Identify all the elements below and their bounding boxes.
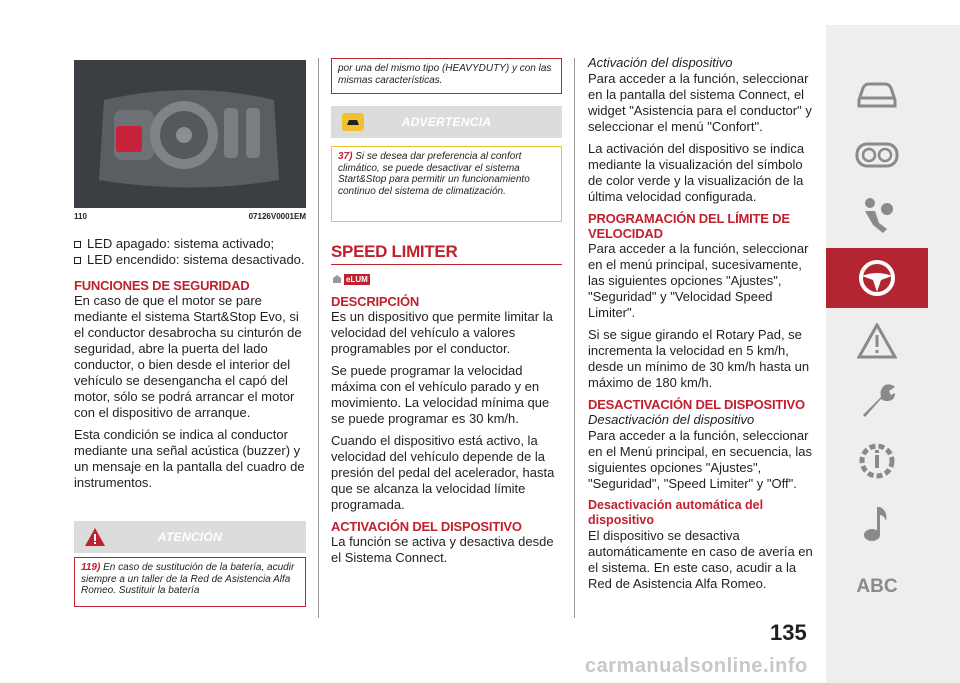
paragraph: Para acceder a la función, seleccionar en el menú principal, sucesivamente, las siguientes opciones "Ajustes", "Seguridad" y "Velocidad Speed Limiter". xyxy=(588,241,809,320)
section-heading: FUNCIONES DE SEGURIDAD xyxy=(74,278,250,293)
gear-info-icon[interactable] xyxy=(826,432,928,490)
abc-icon[interactable]: ABC xyxy=(856,576,898,597)
music-icon[interactable] xyxy=(826,494,928,552)
warning-text: 37) Si se desea dar preferencia al confort climático, se puede desactivar el sistema Start&Stop para permitir un funcionamiento continuo del sistema de climatización. xyxy=(338,151,530,197)
paragraph: Esta condición se indica al conductor mediante una señal acústica (buzzer) y un mensaje en la pantalla del cuadro de instrumentos. xyxy=(74,427,305,490)
section-heading: ACTIVACIÓN DEL DISPOSITIVO xyxy=(331,519,522,534)
paragraph: Para acceder a la función, seleccionar en el Menú principal, en secuencia, las siguientes opciones "Ajustes", "Seguridad", "Speed Limiter" y "Off". xyxy=(588,428,813,491)
column-1 xyxy=(74,236,306,497)
airbag-icon[interactable] xyxy=(826,186,928,244)
figure-caption xyxy=(74,212,306,221)
car-warning-icon xyxy=(341,112,365,132)
gauges-icon[interactable] xyxy=(826,126,928,184)
figure-code: 07126V0001EM xyxy=(248,212,306,221)
paragraph: Es un dispositivo que permite limitar la velocidad del vehículo a valores programables por el conductor. xyxy=(331,309,553,356)
list-item: LED encendido: sistema desactivado. xyxy=(74,252,306,268)
section-heading: DESCRIPCIÓN xyxy=(331,294,420,309)
wrench-icon[interactable] xyxy=(826,372,928,430)
attention-header: ATENCIÓN xyxy=(74,521,306,553)
section-heading: PROGRAMACIÓN DEL LÍMITE DE VELOCIDAD xyxy=(588,211,790,241)
paragraph: Si se sigue girando el Rotary Pad, se incrementa la velocidad en 5 km/h, desde un mínimo de 30 km/h hasta un máximo de 180 km/h. xyxy=(588,327,810,390)
attention-box xyxy=(74,557,306,607)
figure-image xyxy=(74,60,306,208)
paragraph: El dispositivo se desactiva automáticamente en caso de avería en el sistema. En este caso, acudir a la Red de Asistencia Alfa Romeo. xyxy=(588,528,813,591)
list-item: LED apagado: sistema activado; xyxy=(74,236,306,252)
danger-icon xyxy=(84,527,106,547)
paragraph: La función se activa y desactiva desde el Sistema Connect. xyxy=(331,534,554,565)
attention-continuation-text: por una del mismo tipo (HEAVYDUTY) y con las mismas características. xyxy=(338,63,552,86)
italic-subheading: Desactivación del dispositivo xyxy=(588,412,755,427)
column-divider xyxy=(318,58,319,618)
column-2 xyxy=(331,242,562,572)
warning-icon[interactable] xyxy=(826,312,928,370)
light-switch-panel-illustration xyxy=(74,60,306,208)
column-divider xyxy=(574,58,575,618)
warning-box xyxy=(331,146,562,222)
paragraph: En caso de que el motor se pare mediante el sistema Start&Stop Evo, si el conductor desabrocha su cinturón de seguridad, abre la puerta del lado conductor, o bien desde el interior del vehículo se desengancha el capó del motor, sólo se podrá arrancar el motor con el dispositivo de arranque. xyxy=(74,293,302,420)
steering-wheel-icon[interactable] xyxy=(826,248,928,308)
car-icon[interactable] xyxy=(826,66,928,124)
paragraph: Para acceder a la función, seleccionar en la pantalla del sistema Connect, el widget "Asistencia para el conductor" y seleccionar el menú "Confort". xyxy=(588,71,812,134)
italic-subheading: Activación del dispositivo xyxy=(588,55,733,70)
attention-continuation-box xyxy=(331,58,562,94)
column-3 xyxy=(588,55,816,598)
warning-header: ADVERTENCIA xyxy=(331,106,562,138)
attention-text: 119) En caso de sustitución de la batería, acudir siempre a un taller de la Red de Asistencia Alfa Romeo. Sustituir la batería xyxy=(81,562,295,596)
paragraph: La activación del dispositivo se indica mediante la visualización del símbolo de color verde y la visualización de la última velocidad configurada. xyxy=(588,141,805,204)
page-number: 135 xyxy=(770,620,807,645)
sub-heading: Desactivación automática del dispositivo xyxy=(588,498,764,527)
figure-number: 110 xyxy=(74,212,87,221)
watermark: carmanualsonline.info xyxy=(585,655,808,677)
hand-icon xyxy=(331,273,343,285)
section-heading: DESACTIVACIÓN DEL DISPOSITIVO xyxy=(588,397,805,412)
paragraph: Cuando el dispositivo está activo, la velocidad del vehículo depende de la presión del pedal del acelerador, hasta que se alcanza la velocidad límite programada. xyxy=(331,433,555,512)
elum-badge: eLUM xyxy=(331,270,562,288)
section-title: SPEED LIMITER xyxy=(331,242,562,265)
paragraph: Se puede programar la velocidad máxima con el vehículo parado y en movimiento. La velocidad mínima que se puede programar es 30 km/h. xyxy=(331,363,550,426)
